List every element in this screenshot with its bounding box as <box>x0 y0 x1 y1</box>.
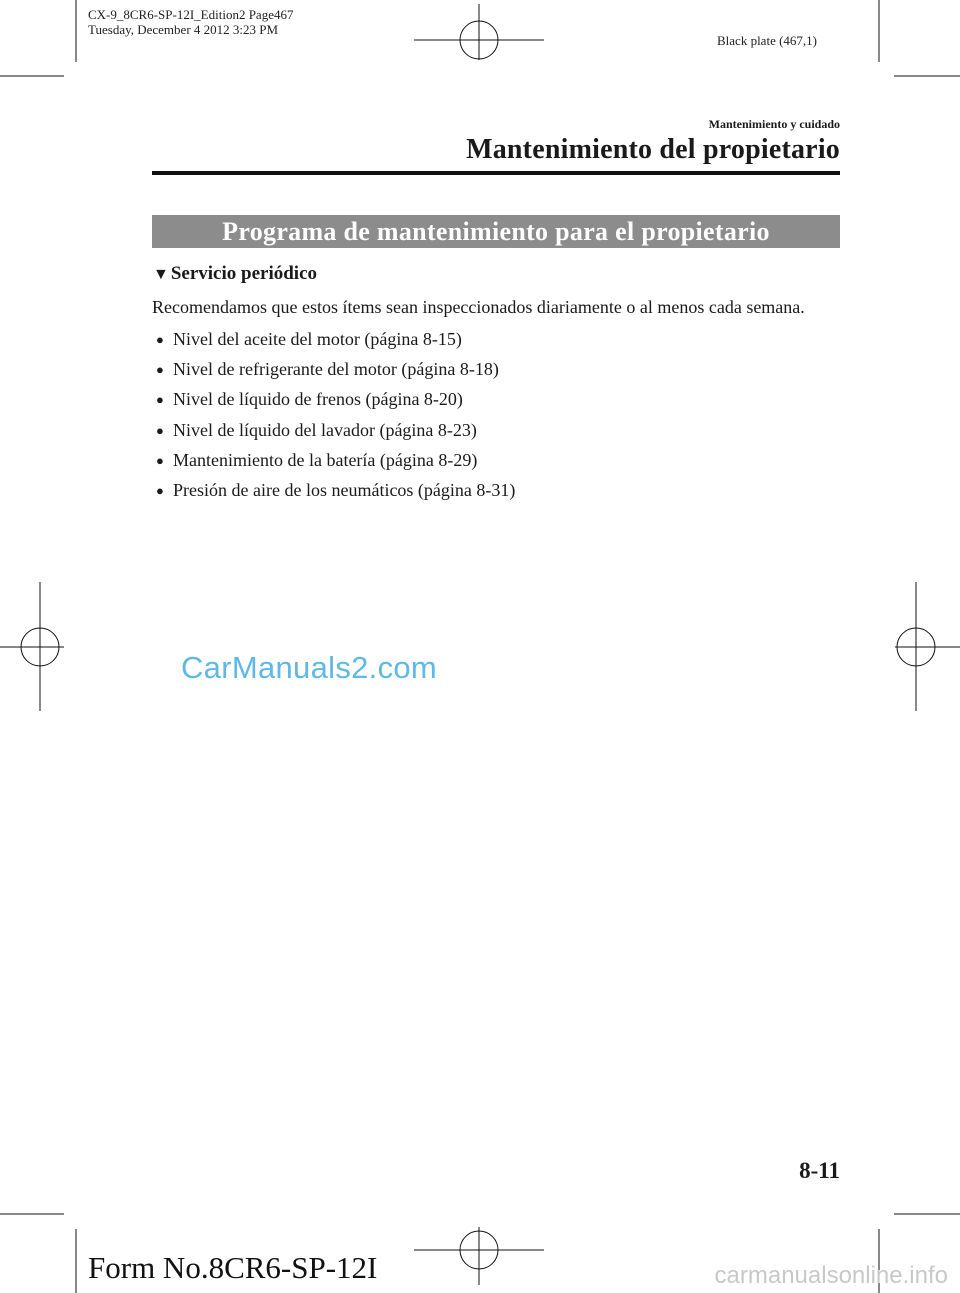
bullet-icon: ● <box>156 482 164 498</box>
watermark: CarManuals2.com <box>181 650 438 685</box>
intro-paragraph: Recomendamos que estos ítems sean inspeccionados diariamente o al menos cada semana. <box>152 297 805 317</box>
list-item-text: Nivel de refrigerante del motor (página 8-18) <box>173 359 499 380</box>
registration-target-bottom <box>414 1227 544 1285</box>
bullet-icon: ● <box>156 362 164 378</box>
inspection-list <box>153 329 515 510</box>
list-item <box>153 420 515 450</box>
subheading-text: Servicio periódico <box>170 263 318 284</box>
triangle-down-icon: ▼ <box>153 266 169 283</box>
bullet-icon: ● <box>156 392 164 408</box>
registration-target-right <box>895 582 960 711</box>
bullet-icon: ● <box>156 422 164 438</box>
page-number: 8-11 <box>799 1158 840 1183</box>
list-item <box>153 450 515 480</box>
list-item <box>153 389 515 419</box>
bullet-icon: ● <box>156 332 164 347</box>
chapter-label: Mantenimiento y cuidado <box>708 117 840 131</box>
header-rule <box>152 171 840 175</box>
registration-target-left <box>0 582 64 711</box>
list-item-text: Mantenimiento de la batería (página 8-29) <box>173 449 478 470</box>
list-item <box>153 359 515 389</box>
list-item <box>153 329 515 359</box>
bullet-icon: ● <box>156 452 164 468</box>
list-item-text: Nivel de líquido del lavador (página 8-23) <box>173 419 477 440</box>
section-banner: Programa de mantenimiento para el propietario <box>152 215 840 248</box>
registration-target-top <box>414 4 544 60</box>
list-item-text: Presión de aire de los neumáticos (página 8-31) <box>173 479 516 500</box>
list-item-text: Nivel del aceite del motor (página 8-15) <box>173 329 462 349</box>
list-item <box>153 480 515 510</box>
footer-watermark: carmanualsonline.info <box>714 1262 948 1289</box>
print-file-line: CX-9_8CR6-SP-12I_Edition2 Page467 <box>88 7 294 22</box>
print-date-line: Tuesday, December 4 2012 3:23 PM <box>88 22 279 37</box>
form-number: Form No.8CR6-SP-12I <box>88 1250 378 1285</box>
chapter-title: Mantenimiento del propietario <box>466 134 840 165</box>
list-item-text: Nivel de líquido de frenos (página 8-20) <box>173 389 463 410</box>
subheading <box>153 263 317 285</box>
black-plate-label: Black plate (467,1) <box>717 33 817 48</box>
